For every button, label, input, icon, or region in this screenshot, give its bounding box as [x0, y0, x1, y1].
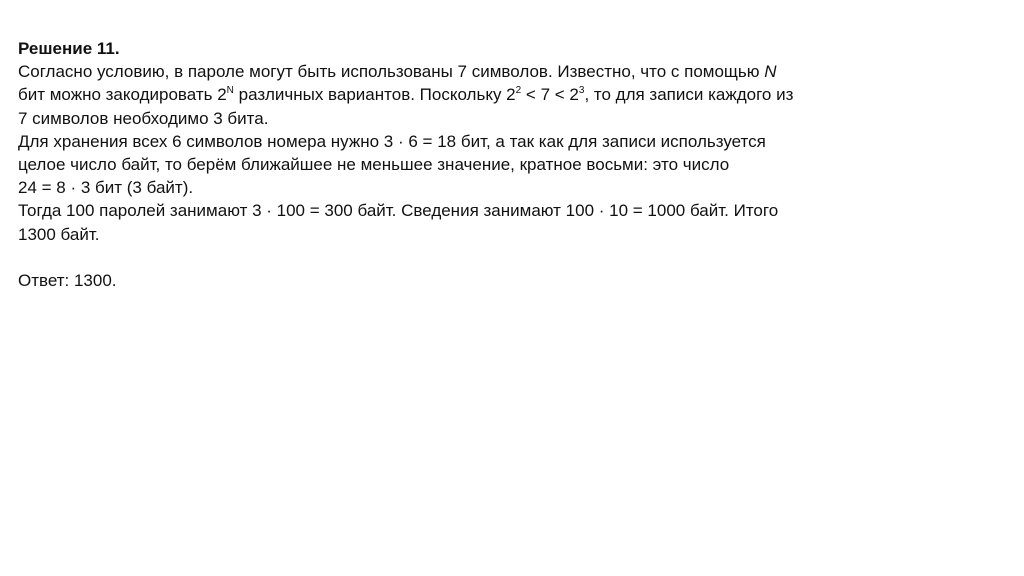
storage-line-1: Для хранения всех 6 символов номера нужно 3 · 6 = 18 бит, а так как для записи используется [18, 131, 766, 151]
paragraph-total [18, 199, 1008, 245]
exponent-2: 2 [515, 84, 522, 96]
exponent-n: N [226, 84, 234, 96]
variable-n: N [764, 62, 777, 82]
spacer [18, 246, 1008, 269]
paragraph-condition [18, 60, 1008, 130]
solution-title: Решение 11. [18, 39, 120, 58]
solution-text [18, 37, 1008, 292]
total-line-2: 1300 байт. [18, 224, 100, 244]
total-line-1: Тогда 100 паролей занимают 3 · 100 = 300 байт. Сведения занимают 100 · 10 = 1000 байт. Итого [18, 201, 779, 221]
storage-line-2: целое число байт, то берём ближайшее не меньшее значение, кратное восьми: это число [18, 155, 730, 175]
exponent-3: 3 [578, 84, 585, 96]
condition-line-1: Согласно условию, в пароле могут быть использованы 7 символов. Известно, что с помощью N [18, 62, 777, 82]
storage-line-3: 24 = 8 · 3 бит (3 байт). [18, 178, 194, 198]
paragraph-storage [18, 130, 1008, 200]
answer-text: Ответ: 1300. [18, 271, 117, 291]
condition-line-2: бит можно закодировать $2^N$ различных вариантов. Поскольку $2^2 < 7 < 2^3$, то для записи каждого из [18, 84, 794, 105]
condition-line-3: 7 символов необходимо 3 бита. [18, 108, 269, 128]
